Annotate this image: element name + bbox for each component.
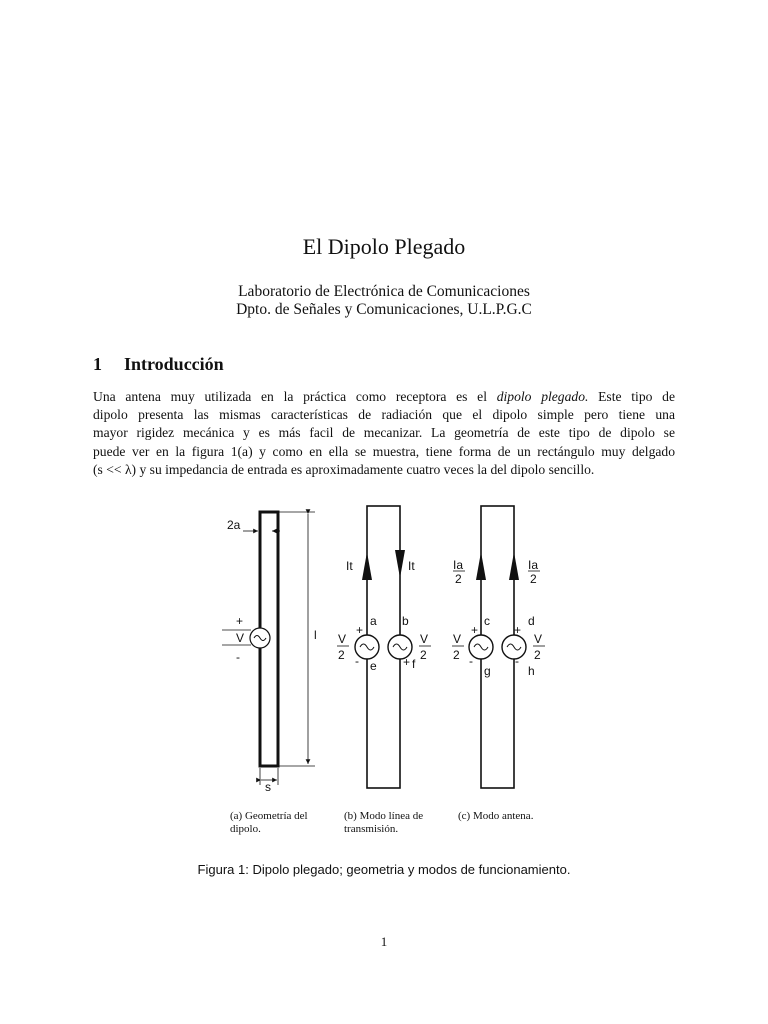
node-g: g (484, 664, 491, 678)
figure-1 (200, 495, 570, 800)
emphasis-text: dipolo plegado. (496, 389, 589, 404)
dipole-diagram (200, 495, 570, 800)
subcaption-c: (c) Modo antena. (458, 810, 534, 822)
paragraph-line: puede ver en la figura 1(a) y como en ella se muestra, tiene forma de un rectángulo muy delgado (93, 443, 675, 459)
length-label: l (314, 628, 317, 642)
plus-sign: + (403, 655, 411, 669)
paragraph-line: (s << λ) y su impedancia de entrada es aproximadamente cuatro veces la del dipolo sencillo. (93, 461, 595, 477)
voltage-fraction-den: 2 (338, 648, 345, 662)
node-f: f (412, 657, 416, 671)
node-h: h (528, 664, 535, 678)
voltage-fraction-num: V (420, 632, 429, 646)
subcaption-b: (b) Modo línea de transmisión. (344, 810, 424, 835)
paper-title: El Dipolo Plegado (302, 234, 466, 259)
node-a: a (370, 614, 377, 628)
section-title: Introducción (124, 354, 224, 374)
plus-sign: + (236, 614, 244, 628)
voltage-fraction-den: 2 (453, 648, 460, 662)
section-heading (93, 354, 224, 375)
node-c: c (484, 614, 490, 628)
text-run: Este tipo de (588, 389, 675, 404)
plus-sign: + (471, 623, 479, 637)
voltage-fraction-num: V (453, 632, 462, 646)
paragraph-line: mayor rigidez mecánica y es más facil de mecanizar. La geometría de este tipo de dipolo se (93, 425, 675, 441)
voltage-fraction-num: V (534, 632, 543, 646)
page-number: 1 (380, 934, 388, 949)
plus-sign: + (356, 623, 364, 637)
figure-caption: Figura 1: Dipolo plegado; geometria y modos de funcionamiento. (197, 862, 571, 877)
node-d: d (528, 614, 535, 628)
current-ia-right-den: 2 (530, 572, 537, 586)
author-line-1: Laboratorio de Electrónica de Comunicaciones (238, 283, 530, 300)
current-ia-left-num: Ia (453, 558, 464, 572)
minus-sign: - (469, 654, 473, 668)
node-b: b (402, 614, 409, 628)
voltage-fraction-den: 2 (534, 648, 541, 662)
node-e: e (370, 659, 377, 673)
paragraph-line (93, 388, 675, 406)
section-number: 1 (93, 354, 102, 374)
subcaption-a: (a) Geometría del dipolo. (230, 810, 308, 835)
voltage-label: V (236, 631, 245, 645)
intro-paragraph (93, 388, 675, 479)
voltage-fraction-num: V (338, 632, 347, 646)
current-it-right: It (408, 559, 415, 573)
transmission-mode-b (337, 506, 431, 788)
separation-label: s (265, 780, 271, 794)
text-run: Una antena muy utilizada en la práctica como receptora es el (93, 389, 497, 404)
plus-sign: + (514, 623, 522, 637)
current-ia-right-num: Ia (528, 558, 539, 572)
current-ia-left-den: 2 (455, 572, 462, 586)
geometry-dipole-a (222, 512, 317, 794)
paragraph-line: dipolo presenta las mismas características de radiación que el dipolo simple pero tiene una (93, 407, 675, 423)
antenna-mode-c (452, 506, 545, 788)
voltage-fraction-den: 2 (420, 648, 427, 662)
radius-label: 2a (227, 518, 241, 532)
current-it-left: It (346, 559, 353, 573)
minus-sign: - (515, 654, 519, 668)
author-line-2: Dpto. de Señales y Comunicaciones, U.L.P.G.C (236, 301, 532, 318)
minus-sign: - (236, 650, 240, 664)
minus-sign: - (355, 654, 359, 668)
